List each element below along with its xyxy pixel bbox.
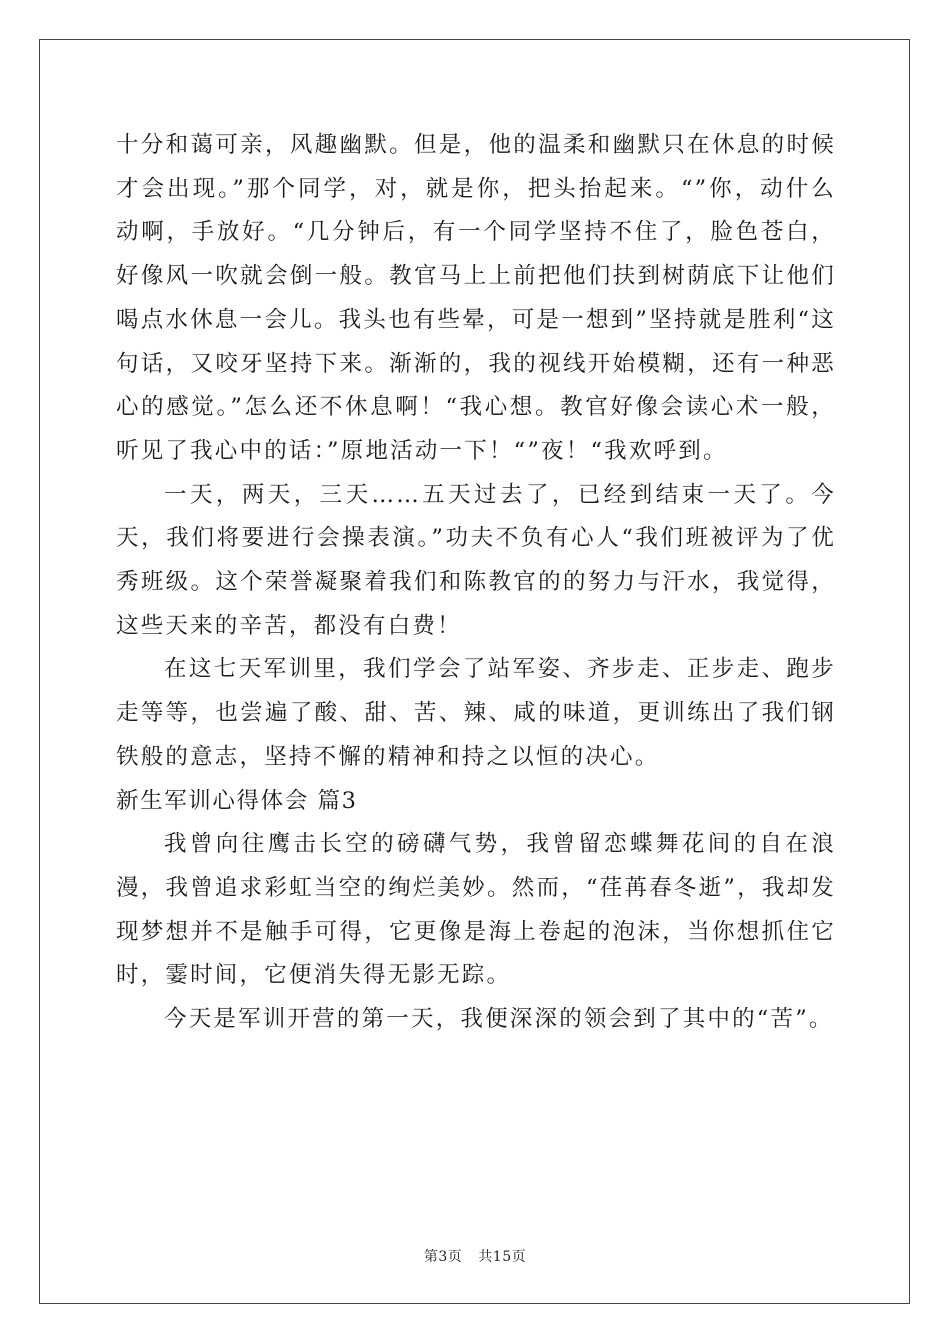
total-page-count: 共15页 [478,1249,527,1265]
paragraph: 在这七天军训里，我们学会了站军姿、齐步走、正步走、跑步走等等，也尝遍了酸、甜、苦、辣、咸的味道，更训练出了我们钢铁般的意志，坚持不懈的精神和持之以恒的决心。 [116,656,836,770]
section-heading: 新生军训心得体会 篇3 [116,787,358,814]
paragraph: 我曾向往鹰击长空的磅礴气势，我曾留恋蝶舞花间的自在浪漫，我曾追求彩虹当空的绚烂美妙。然而，“荏苒春冬逝”，我却发现梦想并不是触手可得，它更像是海上卷起的泡沫，当你想抓住它时，霎时间，它便消失得无影无踪。 [116,831,836,989]
current-page-number: 第3页 [423,1249,463,1265]
paragraph: 一天，两天，三天……五天过去了，已经到结束一天了。今天，我们将要进行会操表演。”功夫不负有心人“我们班被评为了优秀班级。这个荣誉凝聚着我们和陈教官的的努力与汗水，我觉得，这些天来的辛苦，都没有白费！ [116,481,836,639]
document-body [116,124,836,1042]
page-footer [0,1246,950,1266]
paragraph: 今天是军训开营的第一天，我便深深的领会到了其中的“苦”。 [164,1006,834,1033]
paragraph: 十分和蔼可亲，风趣幽默。但是，他的温柔和幽默只在休息的时候才会出现。”那个同学，对，就是你，把头抬起来。“”你，动什么动啊，手放好。“几分钟后，有一个同学坚持不住了，脸色苍白，好像风一吹就会倒一般。教官马上上前把他们扶到树荫底下让他们喝点水休息一会儿。我头也有些晕，可是一想到”坚持就是胜利“这句话，又咬牙坚持下来。渐渐的，我的视线开始模糊，还有一种恶心的感觉。”怎么还不休息啊！“我心想。教官好像会读心术一般，听见了我心中的话：”原地活动一下！“”夜！“我欢呼到。 [116,132,836,464]
